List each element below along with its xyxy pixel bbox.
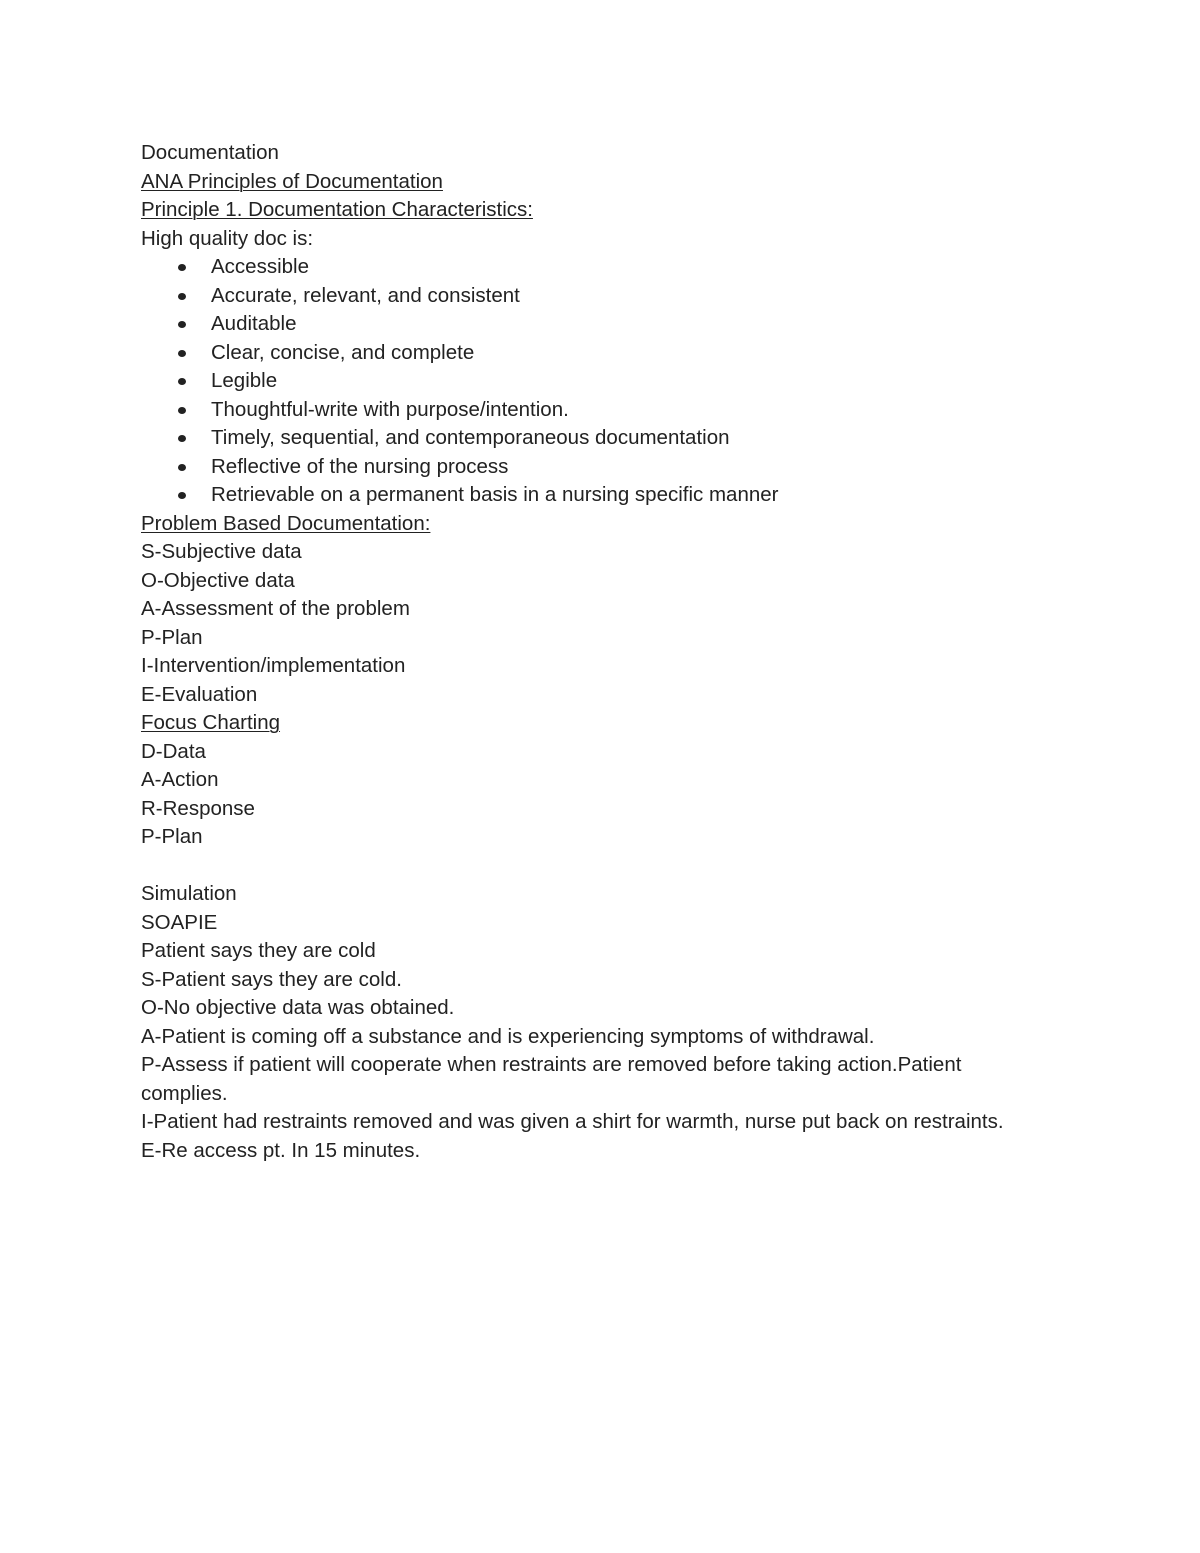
text-line: D-Data: [141, 739, 206, 763]
section-heading-ana-principles: ANA Principles of Documentation: [141, 169, 443, 193]
text-line: S-Subjective data: [141, 540, 302, 563]
list-item: [141, 396, 1101, 425]
list-item-text: Timely, sequential, and contemporaneous documentation: [211, 426, 730, 449]
document-page: [141, 139, 1101, 1165]
bullet-icon: [178, 407, 186, 414]
list-item-text: Auditable: [211, 312, 297, 335]
list-item: [141, 282, 1101, 311]
text-line: I-Intervention/implementation: [141, 654, 406, 677]
list-item-text: Reflective of the nursing process: [211, 454, 509, 478]
list-item-text: Retrievable on a permanent basis in a nursing specific manner: [211, 483, 779, 506]
blank-line: [141, 852, 1101, 881]
list-item: [141, 310, 1101, 339]
list-item-text: Accessible: [211, 255, 309, 278]
list-item: [141, 367, 1101, 396]
list-item-text: Legible: [211, 369, 278, 392]
bullet-icon: [178, 264, 186, 271]
principle-1-heading: Principle 1. Documentation Characteristics:: [141, 198, 533, 221]
simulation-heading: Simulation: [141, 882, 237, 905]
text-line: P-Plan: [141, 825, 203, 848]
characteristics-list: [141, 253, 1101, 510]
text-line: P-Assess if patient will cooperate when restraints are removed before taking action.Patient: [141, 1053, 962, 1076]
text-line: S-Patient says they are cold.: [141, 967, 402, 991]
text-line: complies.: [141, 1081, 228, 1105]
list-item: [141, 253, 1101, 282]
bullet-icon: [178, 378, 186, 385]
bullet-icon: [178, 464, 186, 471]
text-line: E-Evaluation: [141, 682, 258, 706]
list-item-text: Accurate, relevant, and consistent: [211, 283, 520, 307]
bullet-icon: [178, 492, 186, 499]
bullet-icon: [178, 350, 186, 357]
text-line: I-Patient had restraints removed and was given a shirt for warmth, nurse put back on restraints.: [141, 1110, 1004, 1133]
problem-based-heading: Problem Based Documentation:: [141, 511, 431, 535]
bullet-icon: [178, 321, 186, 328]
text-line: O-No objective data was obtained.: [141, 996, 455, 1019]
list-item: [141, 424, 1101, 453]
bullet-icon: [178, 435, 186, 442]
text-line: O-Objective data: [141, 568, 295, 592]
focus-charting-heading: Focus Charting: [141, 711, 281, 734]
intro-text: High quality doc is:: [141, 226, 314, 250]
bullet-icon: [178, 293, 186, 300]
list-item: [141, 339, 1101, 368]
list-item: [141, 453, 1101, 482]
text-line: A-Action: [141, 768, 219, 791]
list-item: [141, 481, 1101, 510]
text-line: Patient says they are cold: [141, 939, 376, 962]
text-line: E-Re access pt. In 15 minutes.: [141, 1138, 421, 1162]
text-line: SOAPIE: [141, 910, 218, 934]
document-title: Documentation: [141, 141, 279, 164]
text-line: R-Response: [141, 796, 255, 820]
list-item-text: Clear, concise, and complete: [211, 340, 475, 364]
list-item-text: Thoughtful-write with purpose/intention.: [211, 397, 569, 421]
text-line: P-Plan: [141, 625, 203, 649]
text-line: A-Patient is coming off a substance and is experiencing symptoms of withdrawal.: [141, 1024, 875, 1048]
text-line: A-Assessment of the problem: [141, 597, 410, 620]
